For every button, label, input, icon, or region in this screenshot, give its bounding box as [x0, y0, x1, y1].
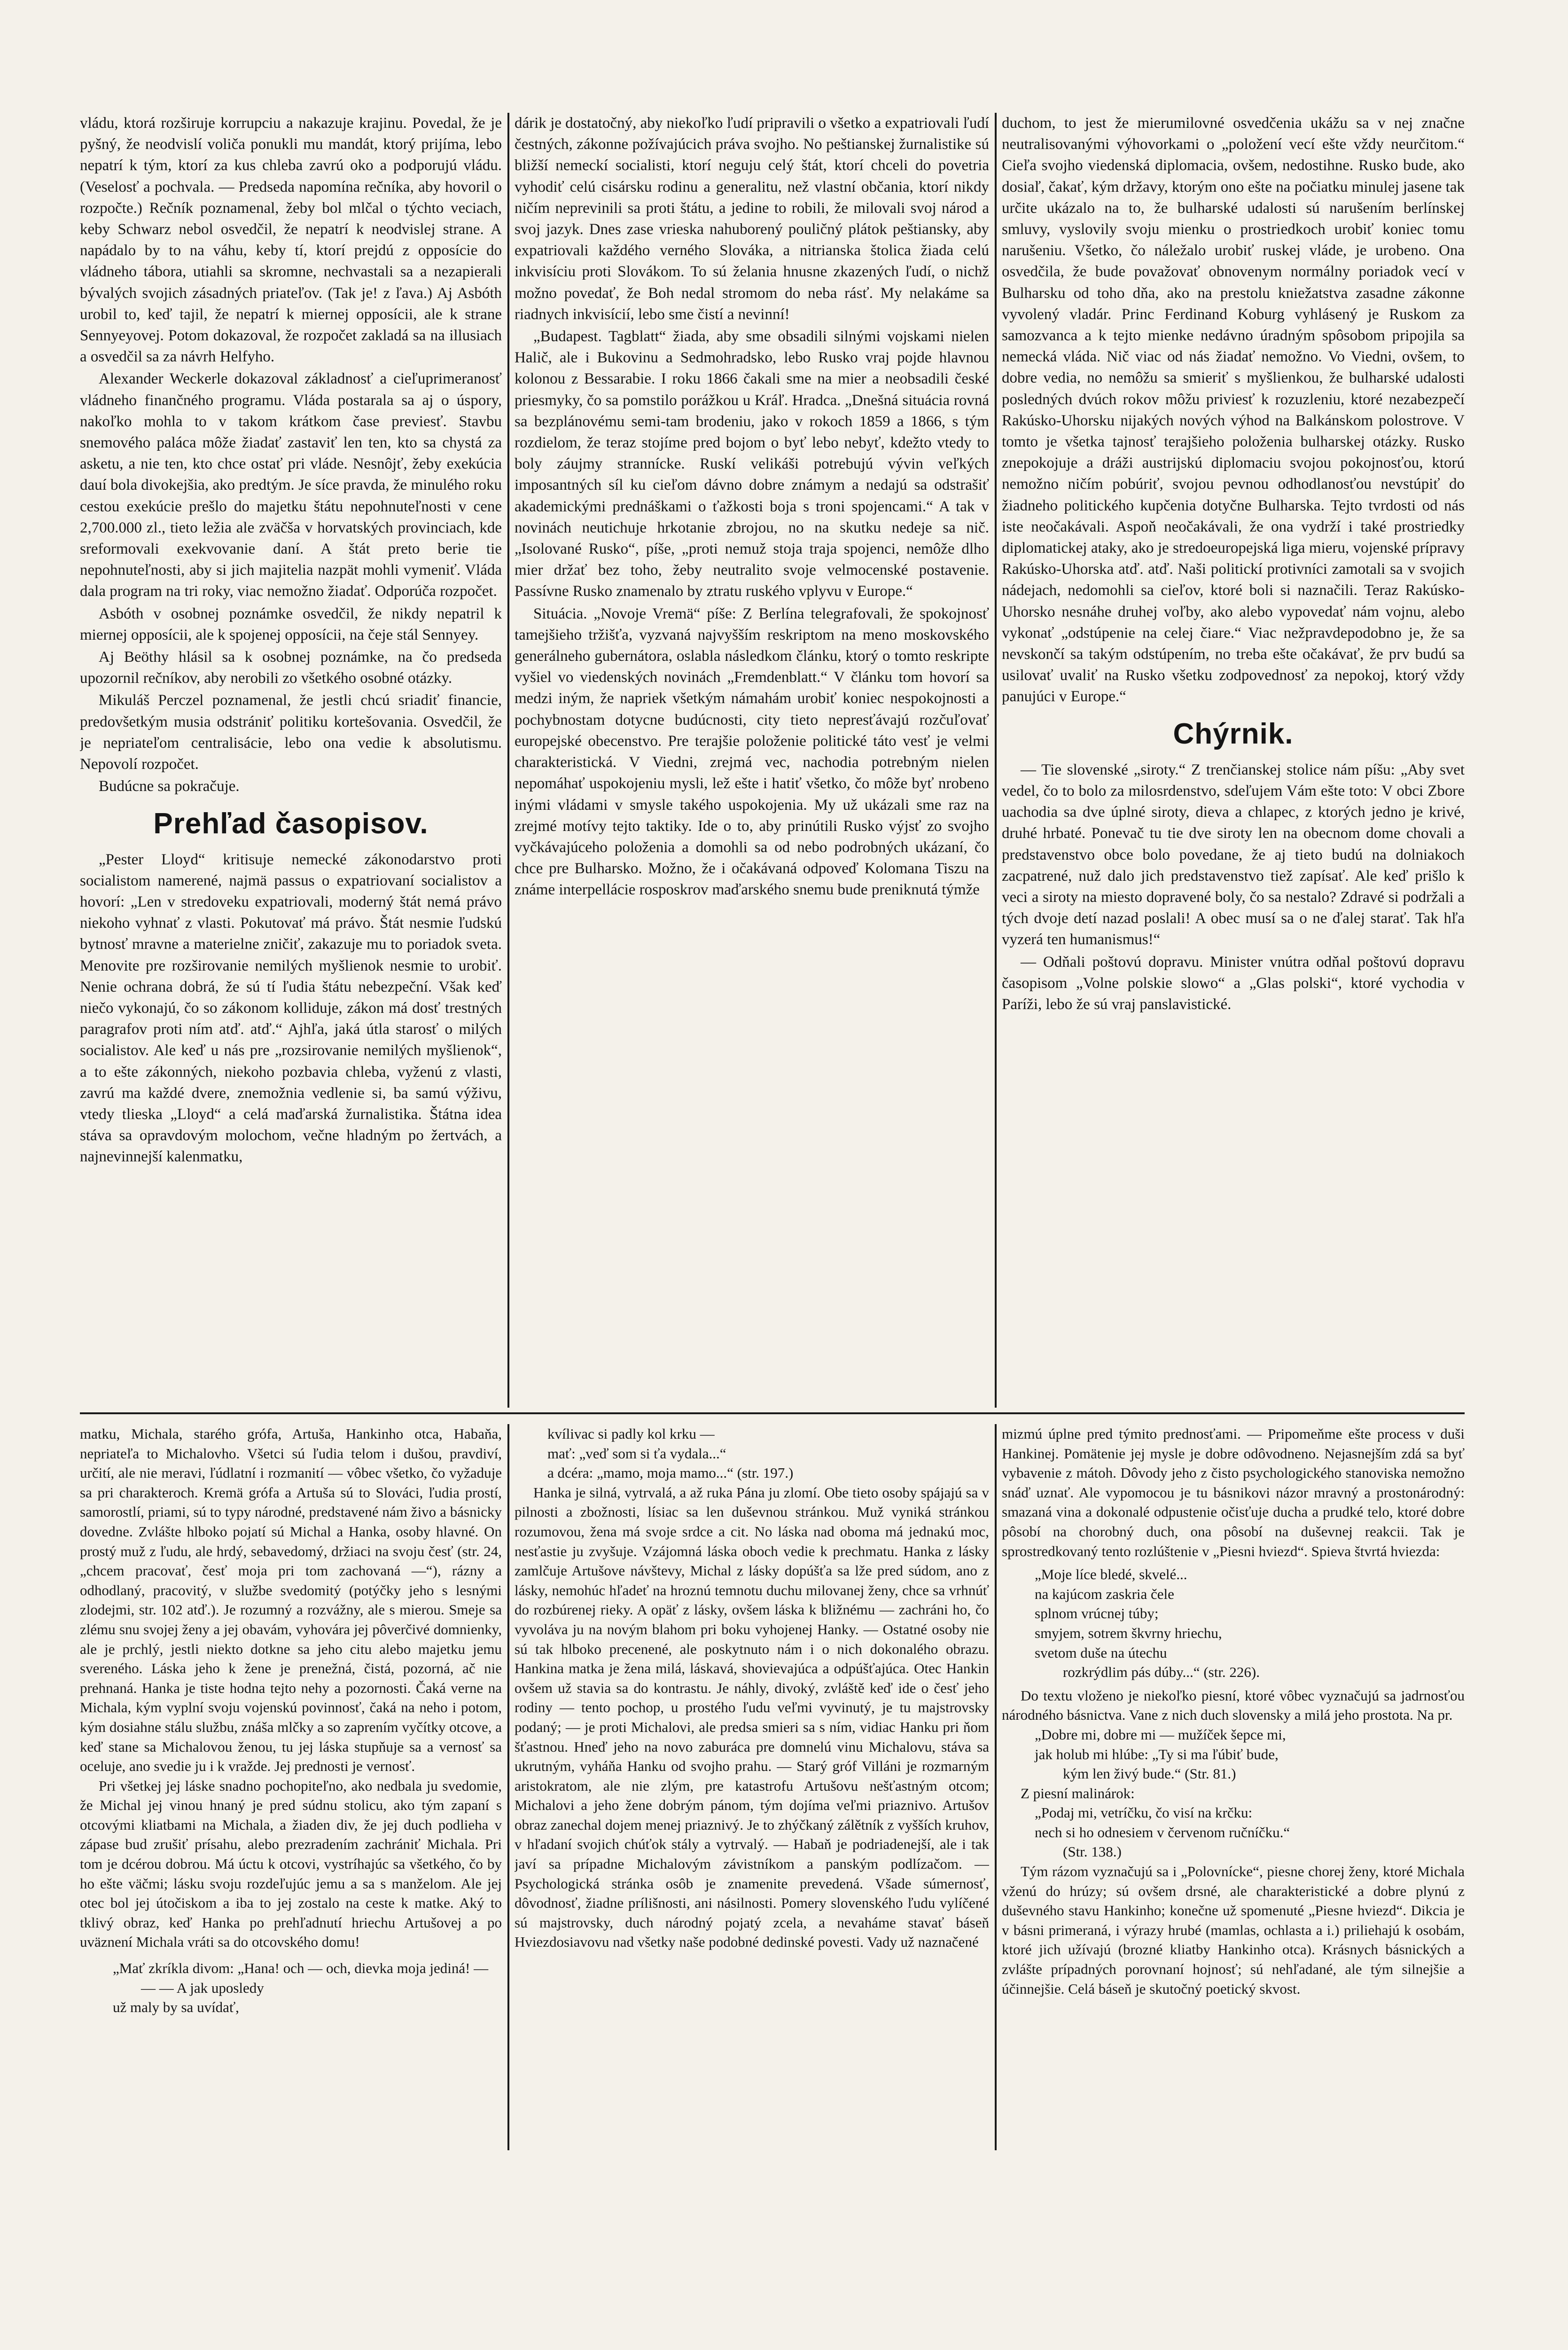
- verse-line: „Mať zkríkla divom: „Hana! och — och, dievka moja jediná! —: [113, 1960, 489, 1977]
- section-heading-prehlad: Prehľad časopisov.: [153, 807, 429, 840]
- news-item: — Tie slovenské „siroty.“ Z trenčianskej stolice nám píšu: „Aby svet vedel, čo to bolo za milosrdenstvo, sdeľujem Vám ešte toto: V obci Zbore uachodia sa dve úplné siroty, dieva a chlapec, z ktorých jedno je krivé, druhé hrbaté. Ponevač tu tie dve siroty len na obecnom dome chovali a predstavenstvo obce bolo povedane, že aj tieto budú na dolniakoch zacpatrené, nuž dalo jich predstavenstvo tiež zapísať. Ale keď prišlo k veci a siroty na miesto dopravené boly, čo sa nestalo? Zdravé si podržali a tých dvoje detí nazad poslali! A obec musí sa o ne ďalej starať. Tak hľa vyzerá ten humanismus!“: [1002, 761, 1465, 948]
- article-paragraph: Situácia. „Novoje Vremä“ píše: Z Berlína telegrafovali, že spokojnosť tamejšieho tržišťa, vyzvaná najvyšším reskriptom na meno moskovského generálneho gubernátora, oslabla následkom článku, ktorý o tomto reskripte vyšiel vo viedenských novinách „Fremdenblatt.“ V článku tom hovorí sa medzi iným, že napriek všetkým námahám urobiť koniec nespokojnosti a pochybnostam dotycne budúcnosti, city tieto nepresťávajú rozčuľovať europejské obecenstvo. Pre terajšie položenie politické táto vesť je velmi charakteristická. V Viedni, zrejmá vec, nachodia potrebným nielen nepomáhať uspokojeniu mysli, lež ešte i hatiť všetko, čo môže byť nrobeno inými vládami v smysle takého uspokojenia. My už ukázali sme raz na zrejmé motívy tejto taktiky. Ide o to, aby prinútili Rusko výjsť zo svojho vyčkávajúceho položenia a domohli sa od nebo podrobných ukázaní, čo chce pre Bulharsko. Možno, že i očakávaná odpoveď Kolomana Tiszu na známe interpellácie rosposkrov maďarského snemu bude preniknutá týmže: [515, 605, 989, 899]
- column-divider: [995, 113, 997, 1408]
- review-paragraph: matku, Michala, starého grófa, Artuša, Hankinho otca, Habaňa, nepriateľa to Michalovho. Všetci sú ľudia telom i dušou, pravdiví, určití, ale nie meravi, ľúdlatní i rozmanití — vôbec všetko, čo vyžaduje sa pri charakteroch. Kremä grófa a Artuša sú to Slováci, ľudia prostí, samorostlí, priami, sú to typy národné, predstavené nám živo a básnicky dovedne. Zvlášte hlboko pojatí sú Michal a Hanka, osoby hlavné. On prostý muž z ľudu, ale hrdý, sebavedomý, držiaci na svoju česť (str. 24, „chcem pracovať, česť moja pri tom zachovaná —“), rázny a odhodlaný, pracovitý, v službe svedomitý (potýčky jeho s lesnými zlodejmi, str. 102 atď.). Je rozumný a rozvážny, ale s mierou. Smeje sa zlému snu svojej ženy a jej obavám, vyhovára jej pôverčivé domnienky, ale je prchlý, jestli niekto dotkne sa jeho citu alebo majetku jemu sverenéhо. Láska jeho k žene je prenežná, čistá, pozorná, ač nie prehnaná. Hanka je tiste hodna tejto nehy a pozornosti. Čaká verne na Michala, kým vyplní svoju vojenskú povinnosť, čaká na neho i potom, kým dosiahne stálu službu, znáša mlčky a so zaprením vyčítky otcove, a keď stane sa Michalovou ženou, tu jej láska stupňuje sa a vernosť sa ocelujе, ano svedie ju i k vražde. Jej prednosti je vernosť.: [80, 1426, 502, 1775]
- column-divider: [507, 1424, 509, 2150]
- column-divider: [507, 113, 509, 1408]
- lower-column-3: [1002, 1424, 1465, 2150]
- verse-line: — — A jak uposledy: [141, 1979, 264, 1996]
- verse-line: „Moje líce bledé, skvelé...: [1035, 1566, 1187, 1583]
- column-1: [80, 113, 502, 1408]
- lower-column-1: [80, 1424, 502, 2150]
- article-paragraph: Asbóth v osobnej poznámke osvedčil, že nikdy nepatril k miernej opposícii, ale k spojenej opposícii, na čeje stál Sennyey.: [80, 605, 502, 643]
- feuilleton-divider: [80, 1412, 1465, 1414]
- verse-line: kým len živý bude.“ (Str. 81.): [1063, 1765, 1236, 1782]
- review-paragraph: Hanka je silná, vytrvalá, a až ruka Pána ju zlomí. Obe tieto osoby spájajú sa v pilnosti a zbožnosti, lísiac sa len duševnou stránkou. Muž vyniká stránkou rozumovou, žena má svoje srdce a cit. No láska nad oboma má jednakú moc, nesťastie ju zvyšuje. Vzájomná láska oboch vedie k prechmatu. Hanka z lásky zamlčuje Artušove návštevy, Michal z lásky dopúšťa sa lže pred súdom, ano z lásky, nemohúc hľadeť na hroznú temnotu duchu milovanej ženy, chce sa vrhnúť do rozbúrenej rieky. A opäť z lásky, ovšem láska k bližnému — zachráni ho, čo vyvoláva ju na novým blahom pri boku vyhojenej Hanky. — Ostatné osoby nie sú tak hlboko precenené, ale poskytnuto nám i o nich dokonalého obrazu. Hankina matka je žena milá, láskavá, shovievajúca a odpúšťajúca. Otec Hankin ovšem už stavia sa do kontrastu. Je náhly, divoký, zvláště keď ide o česť jeho rodiny — tento pochop, u prostého ľudu veľmi vyvinutý, je tu majstrovsky podaný; — je proti Michalovi, ale predsa smieri sa s ním, vidiac Hanku pri ňom šťastnou. Hneď jeho na novo zaburáca pre domnelú vinu Michalovu, stáva sa ukrutným, vyháňa Hanku od svojho prahu. — Starý gróf Villáni je rozmarným aristokratom, ale nie zlým, pre katastrofu Artušovu nešťastným otcom; Michalovi a jeho žene dobrým pánom, tým dojíma veľmi priaznivo. Artušov obraz zanechal dojem menej priaznivý. Je to zhýčkaný zálětník z vyšších kruhov, v hľadaní svojich chúťok stály a vytrvalý. — Habaň je podriadenejší, ale i tak javí sa prípadne Michalovým závistníkom a panským podlízačom. — Psychologická stránka osôb je znamenite prevedená. Všade súmernosť, dôvodnosť, žiadne prílišnosti, ani násilnosti. Pomery slovenského ľudu vylíčené sú majstrovsky, duch národný pojatý zcela, a nevaháme stavať báseň Hviezdosiavovu nad všetky naše podobné dedinské povesti. Vady už naznačené: [515, 1484, 989, 1950]
- verse-line: „Dobre mi, dobre mi — mužíček šepce mi,: [1035, 1726, 1286, 1743]
- verse-line: „Podaj mi, vetríčku, čo visí na krčku:: [1035, 1804, 1253, 1821]
- verse-line: už maly by sa uvídať,: [113, 1999, 239, 2016]
- article-paragraph: „Pester Lloyd“ kritisuje nemecké zákonodarstvo proti socialistom namerené, najmä passus o expatriovaní socialistov a hovorí: „Len v stredoveku expatriovali, moderný štát nemá právo niekoho vyhnať z vlasti. Pokutovať má právo. Štát nesmie ľudskú bytnosť mravne a materielne zničiť, zakazuje mu to poriadok sveta. Menovite pre rozširovanie nemilých myšlienok nesmie to urobiť. Nenie ochrana dobrá, že sú tí ľudia štátu nebezpeční. Však keď niečo vykonajú, čo so zákonom kolliduje, zákon má dosť trestných paragrafov proti ním atď. atď.“ Ajhľa, jaká útla starosť o milých socialistov. Ale keď u nás pre „rozsirovanie nemilých myšlienok“, a to ešte zákonných, niekoho pozbavia chleba, vyženú z vlasti, zavrú ma každé dvere, znemožnia vedlenie si, ba samú výživu, vtedy tlieska „Lloyd“ a celá maďarská žurnalistika. Štátna idea stáva sa opravdovým molochom, večne hladným po žertvách, a najnevinnejší kalenmatku,: [80, 851, 502, 1166]
- article-paragraph: Aj Beöthy hlásil sa k osobnej poznámke, na čo predseda upozornil rečníkov, aby nerobili zo všetkého osobné otázky.: [80, 649, 502, 687]
- review-paragraph: Tým rázom vyznačujú sa i „Polovnícke“, piesne chorej ženy, ktoré Michala vženú do hrúzy; sú ovšem drsné, ale charakteristické a dobre plynú z duševného stavu Hankinho; konečne už spomenuté „Piesne hviezd“. Dikcia je v básni primeraná, i výrazy hrubé (mamlas, ochlasta a i.) priliehajú k osobám, ktoré jich užívajú (brozné kliatby Hankinho otca). Krásnych básnických a zvlášte prípadných porovnaní hojnosť; sú nehľadané, ale tým silnejšie a účinnejšie. Celá báseň je skutočný poetický skvost.: [1002, 1863, 1465, 1997]
- article-paragraph: „Budapest. Tagblatt“ žiada, aby sme obsadili silnými vojskami nielen Halič, ale i Bukovinu a Sedmohradsko, lebo Rusko vraj pojde hlavnou kolonou z Bessarabie. I roku 1866 čakali sme na mier a neobsadili české priesmyky, čo sa pomstilo porážkou u Kráľ. Hradca. „Dnešná situácia rovná sa bezplánovému semi-tam brodeniu, jako v rokoch 1859 a 1866, s tým rozdielom, že teraz stojíme pred bojom o byť lebo nebyť, kdežto vtedy to boly záujmy strannícke. Ruskí velikáši potrebujú vývin veľkých imposantných síl ku cieľom dávno dobre známym a nedajú sa odstrašiť akademickými prednáškami o ťažkosti boja s troni spojencami.“ A tak v novinách neutichuje hrkotanie zbrojou, no na skutku nedeje sa nič. „Isolované Rusko“, píše, „proti nemuž stoja traja spojenci, nemôže dlho mier držať bez toho, žeby neutralito svoje velmocenské postavenie. Passívne Rusko znamenalo by ztratu ruského vplyvu v Europe.“: [515, 328, 989, 600]
- verse-line: svetom duše na útechu: [1035, 1644, 1167, 1661]
- article-paragraph: vládu, ktorá rozširuje korrupciu a nakazuje krajinu. Povedal, že je pyšný, že neodvislí voliča ponukli mu mandát, ktorý prijíma, lebo nepatrí k tým, ktorí za kus chleba zavrú oko a podporujú vládu. (Veselosť a pochvala. — Predseda napomína rečníka, aby hovoril o rozpočte.) Rečník poznamenal, žeby bol mlčal o týchto veciach, keby Schwarz nebol osvedčil, že nepatrí k neodvislej strane. A napádalo by to na váhu, keby tí, ktorí prejdú z opposície do vládneho tábora, utiahli sa skromne, nechvastali sa a nezapierali bývalých svojich zásadných priateľov. (Tak je! z ľava.) Aj Asbóth urobil to, keď tajil, že nepatrí k miernej opposícii, ale k strane Sennyeyovej. Potom dokazoval, že rozpočet zakladá sa na illusiach a osvedčil sa za návrh Helfyho.: [80, 115, 502, 366]
- review-paragraph: Pri všetkej jej láske snadno pochopiteľno, ako nedbala ju svedomie, že Michal jej vinou hnaný je pred súdnu stolicu, ako tým zapaní s otcovými kliatbami na Michala, a žiaden div, že jej duch podlieha v zápase bud zrušiť prísahu, alebo prezradením zachrániť Michala. Pri tom je dcérou dobrou. Má úctu k otcovi, vystríhajúc sa všetkého, čo by ho ešte väčmi; lásku svoju rozdeľujúc jemu a sa s manželom. Ale jej otec bol jej útočiskom a iba to jej zostalo na ceste k matke. Aký to tklivý obraz, keď Hanka po prehľadnutí hriechu Artušovej a po uväznení Michala vráti sa do otcovského domu!: [80, 1777, 502, 1950]
- column-2: [515, 113, 989, 1408]
- article-paragraph: Budúcne sa pokračuje.: [99, 778, 240, 795]
- section-heading-chyrnik: Chýrnik.: [1173, 717, 1294, 750]
- review-paragraph: Do textu vloženo je niekoľko piesní, ktoré vôbec vyznačujú sa jadrnosťou národného básnictva. Vane z nich duch slovensky a milá jeho prostota. Na pr.: [1002, 1687, 1465, 1723]
- review-paragraph: mizmú úplne pred týmito prednosťami. — Pripomeňme ešte process v duši Hankinej. Pomätenie jej mysle je dobre odôvodneno. Nejasnejším zdá sa byť vybavenie z mátoh. Dôvody jeho z čisto psychologického stanoviska nemožno snáď uznať. Ale vypomocou je tu básnikovi názor mravný a prostonárodný: smazaná vina a dokonalé odpustenie očisťuje ducha a prudké telo, ktoré dobre pôsobí na chorobný duch, ona pôsobí na duševnej reakcii. Tak je sprostredkovaný tento rozlúštenie v „Piesni hviezd“. Spieva štvrtá hviezda:: [1002, 1426, 1465, 1559]
- article-paragraph: Alexander Weckerle dokazoval základnosť a cieľuprimeranosť vládneho finančného programu. Vláda postarala sa aj o úspory, nakoľko mohla to v takom krátkom čase previesť. Stavbu snemového paláca môže žiadať zastaviť len ten, kto sa chystá za asketu, a nie ten, kto chce ostať pri vláde. Nesnôjť, žeby exekúcia dauí bola divokejšia, ako predtým. Je síce pravda, že minulého roku cestou exekúcie prešlo do majetku štátu nepohnuteľnosti v cene 2,700.000 zl., tieto ležia ale zväčša v horvatských provinciach, kde sreformovali exekvovanie daní. A štát preto berie tie nepohnuteľnosti, aby si jich majitelia nazpät mohli vymeniť. Vláda dala program na tri roky, viac nemožno žiadať. Odporúča rozpočet.: [80, 370, 502, 600]
- column-3: [1002, 113, 1465, 1408]
- verse-line: jak holub mi hlúbe: „Ty si ma ľúbiť bude,: [1035, 1746, 1279, 1762]
- column-divider: [995, 1424, 997, 2150]
- verse-line: (Str. 138.): [1063, 1843, 1122, 1860]
- verse-line: a dcéra: „mamo, moja mamo...“ (str. 197.): [547, 1465, 794, 1481]
- verse-line: smyjem, sotrem škvrny hriechu,: [1035, 1624, 1222, 1641]
- verse-line: na kajúcom zaskria čele: [1035, 1585, 1174, 1602]
- verse-line: kvílivac si padly kol krku —: [547, 1426, 715, 1442]
- verse-line: rozkrýdlim pás dúby...“ (str. 226).: [1063, 1664, 1260, 1681]
- verse-line: splnom vrúcnej túby;: [1035, 1605, 1159, 1622]
- verse-line: nech si ho odnesiem v červenom ručníčku.“: [1035, 1824, 1290, 1841]
- review-paragraph: Z piesní malinárok:: [1021, 1785, 1135, 1802]
- article-paragraph: dárik je dostatočný, aby niekoľko ľudí pripravili o všetko a expatriovali ľudí čestných, zákonne požívajúcich práva svojho. No peštianskej žurnalistike sú bližší nemeckí socialisti, ktorí neguju celý štát, ktorí chceli do povetria vyhodiť celú cisársku rodinu a generalitu, než vlastní občania, ktorí nikdy ničím neprevinili sa proti štátu, a jedine to robili, že milovali svoj národ a svoj jazyk. Dnes zase vrieska nahuborený pouličný plátok peštiansky, aby expatriovali každého verného Slováka, a nitrianska štolica žiada celú inkvisíciu proti Slovákom. To sú želania hnusne zkazených ľudí, o nichž možno povedať, že Boh nedal stromom do neba rásť. My nelakáme sa riadnych inkvisícií, lebo sme čistí a nevinní!: [515, 115, 989, 323]
- news-item: — Odňali poštovú dopravu. Minister vnútra odňal poštovú dopravu časopisom „Volne polskie slowo“ a „Glas polski“, ktoré vychodia v Paríži, lebo že sú vraj panslavistické.: [1002, 953, 1465, 1013]
- article-paragraph: duchom, to jest že mierumilovné osvedčenia ukážu sa v nej značne neutralisovanými výhovorkami o „položení vecí ešte vždy neurčitom.“ Cieľa svojho viedenská diplomacia, ovšem, nedostihne. Rusko bude, ako dosiaľ, čakať, kým državy, ktorým ono ešte na počiatku minulej jasene tak určite ukázalo na to, že bulharské udalosti sú narušením berlínskej smluvy, vyslovily svoju mienku o prostriedkoch urobiť koniec tomu narušeniu. Všetko, čo náležalo urobiť ruskej vláde, je urobeno. Ona osvedčila, že bude považovať obnovenym normálny poriadok vecí v Bulharsku od toho dňa, ako na prestolu kniežatstva zasadne zákonne vyvolený vladár. Princ Ferdinand Koburg vyhlásený je Ruskom za samozvanca a k tejto mienke nedávno úradným spôsobom pripojila sa nemecká vláda. Nič viac od nás žiadať nemožno. Vo Viedni, ovšem, to dobre vedia, no nemôžu sa smieriť s myšlienkou, že bulharské udalosti posledných dvúch rokov môžu priviesť k rozuzleniu, ktoré nezabezpečí Rakúsko-Uhorsku nijakých nových výhod na Balkánskom polostrove. V tomto je všetka tajnosť terajšieho položenia bulharskej otázky. Rusko znepokojuje a dráži austrijskú diplomaciu svojou pokojnosťou, ktorú nemožno ničím pobúriť, svojou pevnou odhodlanosťou nevstúpiť do žiadneho politického kupčenia dotyčne Bulharska. Tejto tvrdosti od nás iste neočakávali. Aspoň neočakávali, že ona vydrží i také prostriedky diplomatickej ataky, ako je stredoeuropejská liga mieru, vojenské prípravy Rakúsko-Uhorska atď. atď. Naši politickí protivníci zamotali sa v svojich nádejach, nedomohli sa cieľov, ktoré boli si naznačili. Teraz Rakúsko-Uhorsko nesnáhe druhej voľby, ako alebo vypovedať nám vojnu, alebo vykonať „odstúpenie na celej čiare.“ Viac nežpravdepodobno je, že sa nevskončí sa takým odstúpením, no treba ešte očakávať, že prv budú sa usilovať uvaliť na Rusko všetku zodpovednosť za nepokoj, ktorý vždy panujúci v Europe.“: [1002, 115, 1465, 705]
- lower-column-2: [515, 1424, 989, 2150]
- verse-line: mať: „veď som si ťa vydala...“: [547, 1445, 726, 1462]
- article-paragraph: Mikuláš Perczel poznamenal, že jestli chcú sriadiť financie, predovšetkým musia odstrániť politiku kortešovania. Osvedčil, že je nepriateľom centralisácie, lebo ona vedie k absolutismu. Nepovolí rozpočet.: [80, 692, 502, 773]
